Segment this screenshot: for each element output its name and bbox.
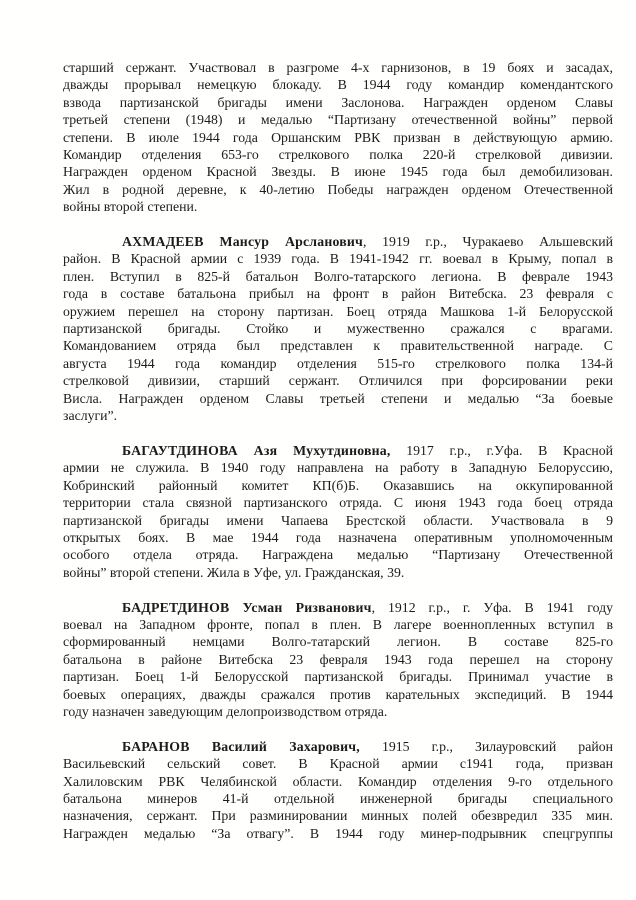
text-line: армии не служила. В 1940 году направлена на работу в Западную Белоруссию, — [63, 460, 613, 476]
text-line: БАГАУТДИНОВА Азя Мухутдиновна, 1917 г.р., г.Уфа. В Красной — [122, 442, 613, 458]
text-line: воевал на Западном фронте, попал в плен. В лагере военнопленных вступил в — [63, 616, 613, 632]
text-line: Награжден медалью “За отвагу”. В 1944 году минер-подрывник спецгруппы — [63, 825, 613, 841]
text-line: степени. В июле 1944 года Оршанским РВК призван в действующую армию. — [63, 129, 613, 145]
text-line: партизанской бригады. Стойко и мужественно сражался с врагами. — [63, 321, 613, 337]
text-line: БАДРЕТДИНОВ Усман Ризванович, 1912 г.р., г. Уфа. В 1941 году — [122, 599, 613, 615]
text-line: Кобринский районный комитет КП(б)Б. Оказавшись на оккупированной — [63, 477, 613, 493]
text-line: Васильевский сельский совет. В Красной армии с1941 года, призван — [63, 756, 613, 772]
entry-name: АХМАДЕЕВ Мансур Арсланович — [122, 234, 364, 250]
text-line: Халиловским РВК Челябинской области. Командир отделения 9-го отдельного — [63, 773, 613, 789]
text-line: оружием перешел на сторону партизан. Боец отряда Машкова 1-й Белорусской — [63, 303, 613, 319]
text-line: заслуги”. — [63, 408, 118, 424]
text-line: году назначен заведующим делопроизводством отряда. — [63, 703, 388, 719]
text-line: августа 1944 года командир отделения 515-го стрелкового полка 134-й — [63, 355, 613, 371]
text-line: сформированный немцами Волго-татарский легион. В составе 825-го — [63, 634, 613, 650]
text-line: территории стала связной партизанского отряда. С июня 1943 года боец отряда — [63, 495, 613, 511]
text-line: Командир отделения 653-го стрелкового полка 220-й стрелковой дивизии. — [63, 147, 613, 163]
text-line: партизанской бригады имени Чапаева Брестской области. Участвовала в 9 — [63, 512, 613, 528]
document-body — [63, 59, 613, 842]
text-line: войны” второй степени. Жила в Уфе, ул. Гражданская, 39. — [63, 564, 405, 580]
text-line: назначения, сержант. При разминировании минных полей обезвредил 335 мин. — [63, 808, 613, 824]
text-line: батальона в районе Витебска 23 февраля 1943 года перешел на сторону — [63, 651, 613, 667]
text-line: войны второй степени. — [63, 199, 198, 215]
text-line: третьей степени (1948) и медалью “Партизану отечественной войны” первой — [63, 112, 613, 128]
text-line: Награжден орденом Красной Звезды. В июне 1945 года был демобилизован. — [63, 164, 613, 180]
text-line: партизан. Боец 1-й Белорусской партизанской бригады. Принимал участие в — [63, 669, 613, 685]
text-line: взвода партизанской бригады имени Заслонова. Награжден орденом Славы — [63, 94, 613, 110]
text-line: БАРАНОВ Василий Захарович, 1915 г.р., Зилауровский район — [122, 738, 613, 754]
text-line: года в составе батальона прибыл на фронт в район Витебска. 23 февраля с — [63, 286, 613, 302]
text-line: АХМАДЕЕВ Мансур Арсланович, 1919 г.р., Чуракаево Альшевский — [122, 234, 613, 250]
text-line: стрелковой дивизии, старший сержант. Отличился при форсировании реки — [63, 373, 613, 389]
text-line: открытых боях. В мае 1944 года назначена оперативным уполномоченным — [63, 529, 613, 545]
text-line: особого отдела отряда. Награждена медалью “Партизану Отечественной — [63, 547, 613, 563]
text-line: батальона минеров 41-й отдельной инженерной бригады специального — [63, 791, 613, 806]
text-line: Командованием отряда был представлен к правительственной награде. С — [63, 338, 613, 354]
entry-name: БАГАУТДИНОВА Азя Мухутдиновна, — [122, 442, 391, 458]
text-line: старший сержант. Участвовал в разгроме 4-х гарнизонов, в 19 боях и засадах, — [63, 60, 613, 75]
para-continuation-previous-entry — [63, 59, 613, 216]
para-akhmadeev — [63, 233, 613, 424]
text-line: дважды прорывал немецкую блокаду. В 1944 году командир комендантского — [63, 77, 613, 93]
text-line: боевых операциях, дважды сражался против карательных экспедиций. В 1944 — [63, 686, 613, 702]
para-bagautdinova — [63, 442, 613, 581]
entry-name: БАРАНОВ Василий Захарович, — [122, 738, 360, 754]
text-line: район. В Красной армии с 1939 года. В 1941-1942 гг. воевал в Крыму, попал в — [63, 251, 613, 267]
para-badretdinov — [63, 599, 613, 721]
text-line: Висла. Награжден орденом Славы третьей степени и медалью “За боевые — [63, 390, 613, 406]
text-line: Жил в родной деревне, к 40-летию Победы награжден орденом Отечественной — [63, 181, 613, 197]
text-line: плен. Вступил в 825-й батальон Волго-татарского легиона. В феврале 1943 — [63, 268, 613, 284]
entry-name: БАДРЕТДИНОВ Усман Ризванович — [122, 599, 372, 615]
para-baranov — [63, 738, 613, 842]
